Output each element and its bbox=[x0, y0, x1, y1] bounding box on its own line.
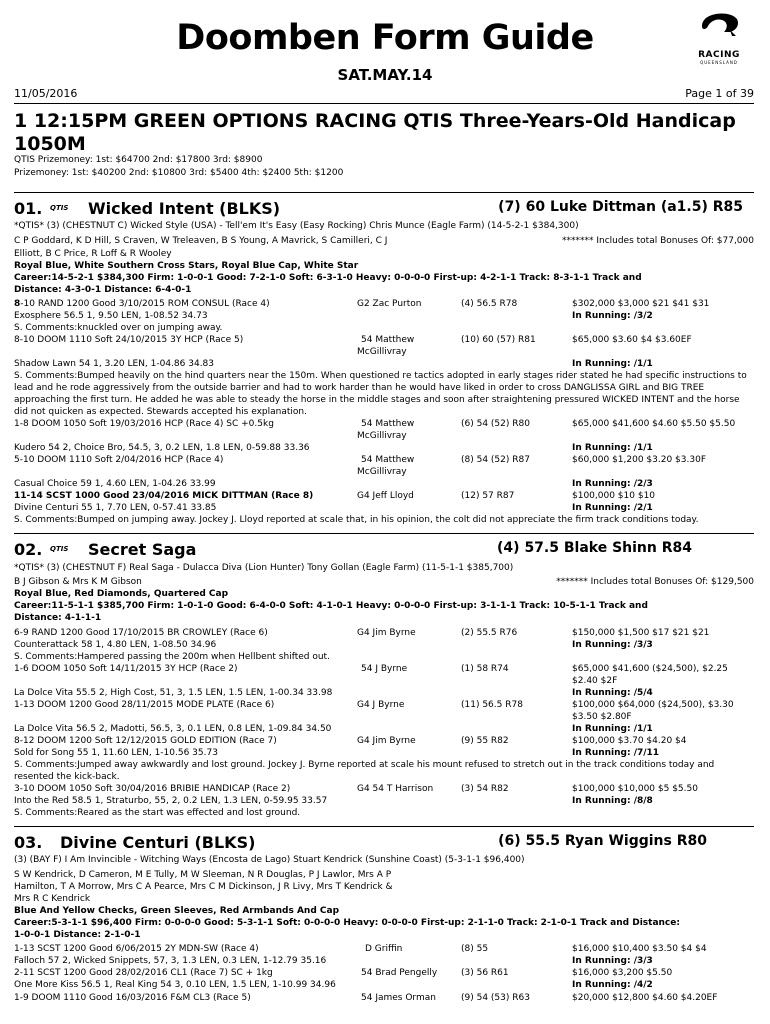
steward-comment: S. Comments:Bumped heavily on the hind quarters near the 150m. When questioned re tactics adopted in early stages rider stated he had specific instructions to lead and he rode aggressively from the outside barrier and had to work harder than he would have liked in order to cross DANGLISSA GIRL and BIG TREE approaching the first turn. He added he was able to steady the horse in the middle stages and soon after straightening pressured WICKED INTENT and the horse did not quicken as expected. Stewards accepted his explanation. bbox=[14, 371, 747, 417]
steward-comment: S. Comments:Jumped away awkwardly and lost ground. Jockey J. Byrne reported at scale his mount refused to stretch out in the track conditions today and resented the kick-back. bbox=[14, 760, 715, 782]
run-result: Divine Centuri 55 1, 7.70 LEN, 0-57.41 33.85 bbox=[14, 503, 217, 513]
qtis-badge-icon: QTIS bbox=[50, 204, 69, 212]
horse-name: Divine Centuri (BLKS) bbox=[60, 833, 256, 852]
run-line: 5-10 DOOM 1110 Soft 2/04/2016 HCP (Race 4) bbox=[14, 455, 224, 465]
run-jockey: 54 Matthew bbox=[361, 419, 415, 429]
in-running: In Running: /3/3 bbox=[572, 640, 653, 650]
run-line: 6-9 RAND 1200 Good 17/10/2015 BR CROWLEY (Race 6) bbox=[14, 628, 268, 638]
run-weight: (11) 56.5 R78 bbox=[461, 700, 523, 710]
run-result: La Dolce Vita 55.5 2, High Cost, 51, 3, 1.5 LEN, 1.5 LEN, 1-00.34 33.98 bbox=[14, 688, 333, 698]
run-money: $65,000 $41,600 $4.60 $5.50 $5.50 bbox=[572, 419, 736, 429]
bonus-text: ******* Includes total Bonuses Of: $129,500 bbox=[556, 577, 754, 587]
run-line: 3-10 DOOM 1050 Soft 30/04/2016 BRIBIE HANDICAP (Race 2) bbox=[14, 784, 291, 794]
horse-name: Secret Saga bbox=[88, 540, 197, 559]
barrier-weight-jockey: (6) 55.5 Ryan Wiggins R80 bbox=[498, 833, 707, 849]
run-jockey: 54 Matthew bbox=[361, 335, 415, 345]
prizemoney: Prizemoney: 1st: $40200 2nd: $10800 3rd: $5400 4th: $2400 5th: $1200 bbox=[14, 168, 344, 178]
run-weight: (3) 54 R82 bbox=[461, 784, 509, 794]
horse-number: 02. bbox=[14, 540, 43, 559]
run-jockey: G4 54 T Harrison bbox=[357, 784, 434, 794]
in-running: In Running: /2/3 bbox=[572, 479, 653, 489]
horse-breeding: *QTIS* (3) (CHESTNUT F) Real Saga - Dulacca Diva (Lion Hunter) Tony Gollan (Eagle Farm) (11-5-1-1 $385,700) bbox=[14, 563, 514, 573]
run-result: Exosphere 56.5 1, 9.50 LEN, 1-08.52 34.73 bbox=[14, 311, 208, 321]
run-money: $302,000 $3,000 $21 $41 $31 bbox=[572, 299, 710, 309]
page-number: Page 1 of 39 bbox=[685, 87, 754, 100]
run-line: 1-6 DOOM 1050 Soft 14/11/2015 3Y HCP (Race 2) bbox=[14, 664, 238, 674]
run-result: La Dolce Vita 56.5 2, Madotti, 56.5, 3, 0.1 LEN, 0.8 LEN, 1-09.84 34.50 bbox=[14, 724, 332, 734]
career-stats: Distance: 4-3-0-1 Distance: 6-4-0-1 bbox=[14, 285, 192, 295]
career-stats: Career:14-5-2-1 $384,300 Firm: 1-0-0-1 Good: 7-2-1-0 Soft: 6-3-1-0 Heavy: 0-0-0-0 First-up: 4-2-1-1 Track: 8-3-1-1 Track and bbox=[14, 273, 642, 283]
career-stats: Career:5-3-1-1 $96,400 Firm: 0-0-0-0 Good: 5-3-1-1 Soft: 0-0-0-0 Heavy: 0-0-0-0 First-up: 2-1-1-0 Track: 2-1-0-1 Track and Distance: bbox=[14, 918, 680, 928]
run-jockey: McGillivray bbox=[357, 347, 407, 357]
run-money: $16,000 $10,400 $3.50 $4 $4 bbox=[572, 944, 707, 954]
run-jockey: 54 Matthew bbox=[361, 455, 415, 465]
run-line bbox=[14, 299, 270, 309]
run-jockey: G4 Jim Byrne bbox=[357, 736, 416, 746]
run-money: $150,000 $1,500 $17 $21 $21 bbox=[572, 628, 710, 638]
run-line: 1-8 DOOM 1050 Soft 19/03/2016 HCP (Race 4) SC +0.5kg bbox=[14, 419, 274, 429]
run-result: Into the Red 58.5 1, Straturbo, 55, 2, 0.2 LEN, 1.3 LEN, 0-59.95 33.57 bbox=[14, 796, 328, 806]
run-detail: -10 RAND 1200 Good 3/10/2015 ROM CONSUL (Race 4) bbox=[20, 299, 270, 309]
run-weight: (8) 55 bbox=[461, 944, 489, 954]
run-weight: (3) 56 R61 bbox=[461, 968, 509, 978]
horse-breeding: (3) (BAY F) I Am Invincible - Witching Ways (Encosta de Lago) Stuart Kendrick (Sunshine Coast) (5-3-1-1 $96,400) bbox=[14, 855, 525, 865]
owners-line: Elliott, B C Price, R Loff & R Wooley bbox=[14, 249, 172, 259]
barrier-weight-jockey: (4) 57.5 Blake Shinn R84 bbox=[497, 540, 692, 556]
qtis-prizemoney: QTIS Prizemoney: 1st: $64700 2nd: $17800 3rd: $8900 bbox=[14, 155, 263, 165]
steward-comment: S. Comments:knuckled over on jumping away. bbox=[14, 323, 223, 333]
print-date: 11/05/2016 bbox=[14, 87, 78, 100]
run-line: 1-13 SCST 1200 Good 6/06/2015 2Y MDN-SW (Race 4) bbox=[14, 944, 259, 954]
run-money: $65,000 $41,600 ($24,500), $2.25 bbox=[572, 664, 728, 674]
horse-number: 03. bbox=[14, 833, 43, 852]
run-weight: (6) 54 (52) R80 bbox=[461, 419, 530, 429]
run-jockey: G4 Jim Byrne bbox=[357, 628, 416, 638]
racing-colours: Royal Blue, Red Diamonds, Quartered Cap bbox=[14, 589, 229, 599]
run-money: $100,000 $64,000 ($24,500), $3.30 bbox=[572, 700, 734, 710]
racing-colours: Blue And Yellow Checks, Green Sleeves, Red Armbands And Cap bbox=[14, 906, 340, 916]
owners-line: Hamilton, T A Morrow, Mrs C A Pearce, Mrs C M Dickinson, J R Livy, Mrs T Kendrick & bbox=[14, 882, 393, 892]
run-jockey: 54 J Byrne bbox=[361, 664, 408, 674]
in-running: In Running: /7/11 bbox=[572, 748, 660, 758]
horse-breeding: *QTIS* (3) (CHESTNUT C) Wicked Style (USA) - Tell'em It's Easy (Easy Rocking) Chris Munce (Eagle Farm) (14-5-2-1 $384,300) bbox=[14, 221, 579, 231]
run-money: $2.40 $2F bbox=[572, 676, 618, 686]
owners-line: C P Goddard, K D Hill, S Craven, W Treleaven, B S Young, A Mavrick, S Camilleri, C J bbox=[14, 236, 388, 246]
run-money: $3.50 $2.80F bbox=[572, 712, 632, 722]
run-jockey: G4 Jeff Lloyd bbox=[357, 491, 414, 501]
in-running: In Running: /1/1 bbox=[572, 443, 653, 453]
run-weight: (1) 58 R74 bbox=[461, 664, 509, 674]
run-weight: (9) 55 R82 bbox=[461, 736, 509, 746]
logo-text: RACING bbox=[698, 50, 740, 60]
in-running: In Running: /2/1 bbox=[572, 503, 653, 513]
owners-line: B J Gibson & Mrs K M Gibson bbox=[14, 577, 142, 587]
horse-divider bbox=[14, 192, 754, 193]
run-money: $16,000 $3,200 $5.50 bbox=[572, 968, 673, 978]
horse-number: 01. bbox=[14, 199, 43, 218]
run-result: One More Kiss 56.5 1, Real King 54 3, 0.10 LEN, 1.5 LEN, 1-10.99 34.96 bbox=[14, 980, 336, 990]
run-money: $20,000 $12,800 $4.60 $4.20EF bbox=[572, 993, 718, 1003]
run-weight: (9) 54 (53) R63 bbox=[461, 993, 530, 1003]
run-money: $100,000 $3.70 $4.20 $4 bbox=[572, 736, 687, 746]
run-jockey: McGillivray bbox=[357, 431, 407, 441]
racing-colours: Royal Blue, White Southern Cross Stars, Royal Blue Cap, White Star bbox=[14, 261, 359, 271]
run-weight: (2) 55.5 R76 bbox=[461, 628, 518, 638]
in-running: In Running: /4/2 bbox=[572, 980, 653, 990]
run-line: 1-9 DOOM 1110 Good 16/03/2016 F&M CL3 (Race 5) bbox=[14, 993, 251, 1003]
run-position: 8 bbox=[14, 299, 21, 309]
career-stats: Career:11-5-1-1 $385,700 Firm: 1-0-1-0 Good: 6-4-0-0 Soft: 4-1-0-1 Heavy: 0-0-0-0 First-up: 3-1-1-1 Track: 10-5-1-1 Track and bbox=[14, 601, 648, 611]
run-weight: (4) 56.5 R78 bbox=[461, 299, 518, 309]
run-money: $100,000 $10,000 $5 $5.50 bbox=[572, 784, 698, 794]
run-jockey: D Griffin bbox=[365, 944, 403, 954]
steward-comment: S. Comments:Hampered passing the 200m when Hellbent shifted out. bbox=[14, 652, 330, 662]
in-running: In Running: /1/1 bbox=[572, 359, 653, 369]
owners-line: S W Kendrick, D Cameron, M E Tully, M W Sleeman, N R Douglas, P J Lawlor, Mrs A P bbox=[14, 870, 392, 880]
qtis-badge-icon: QTIS bbox=[50, 545, 69, 553]
horse-logo-icon bbox=[684, 12, 754, 46]
horse-divider bbox=[14, 533, 754, 534]
run-result: Shadow Lawn 54 1, 3.20 LEN, 1-04.86 34.83 bbox=[14, 359, 215, 369]
bonus-text: ******* Includes total Bonuses Of: $77,000 bbox=[561, 236, 754, 246]
career-stats: Distance: 4-1-1-1 bbox=[14, 613, 102, 623]
run-line: 11-14 SCST 1000 Good 23/04/2016 MICK DITTMAN (Race 8) bbox=[14, 491, 314, 501]
in-running: In Running: /1/1 bbox=[572, 724, 653, 734]
run-result: Counterattack 58 1, 4.80 LEN, 1-08.50 34.96 bbox=[14, 640, 217, 650]
steward-comment: S. Comments:Reared as the start was effected and lost ground. bbox=[14, 808, 301, 818]
race-title-line1: 1 12:15PM GREEN OPTIONS RACING QTIS Three-Years-Old Handicap bbox=[14, 110, 736, 132]
run-money: $100,000 $10 $10 bbox=[572, 491, 656, 501]
in-running: In Running: /3/3 bbox=[572, 956, 653, 966]
run-jockey: G4 J Byrne bbox=[357, 700, 405, 710]
run-result: Casual Choice 59 1, 4.60 LEN, 1-04.26 33.99 bbox=[14, 479, 216, 489]
logo-subtext: QUEENSLAND bbox=[700, 60, 738, 65]
owners-line: Mrs R C Kendrick bbox=[14, 894, 91, 904]
barrier-weight-jockey: (7) 60 Luke Dittman (a1.5) R85 bbox=[498, 199, 743, 215]
header-divider bbox=[14, 103, 754, 104]
run-weight: (10) 60 (57) R81 bbox=[461, 335, 536, 345]
in-running: In Running: /5/4 bbox=[572, 688, 653, 698]
run-jockey: 54 Brad Pengelly bbox=[361, 968, 438, 978]
run-jockey: 54 James Orman bbox=[361, 993, 436, 1003]
steward-comment: S. Comments:Bumped on jumping away. Jockey J. Lloyd reported at scale that, in his opinion, the colt did not appreciate the firm track conditions today. bbox=[14, 515, 699, 525]
run-result: Falloch 57 2, Wicked Snippets, 57, 3, 1.3 LEN, 0.3 LEN, 1-12.79 35.16 bbox=[14, 956, 327, 966]
horse-name: Wicked Intent (BLKS) bbox=[88, 199, 281, 218]
in-running: In Running: /3/2 bbox=[572, 311, 653, 321]
run-weight: (12) 57 R87 bbox=[461, 491, 515, 501]
run-money: $60,000 $1,200 $3.20 $3.30F bbox=[572, 455, 706, 465]
run-jockey: G2 Zac Purton bbox=[357, 299, 422, 309]
run-money: $65,000 $3.60 $4 $3.60EF bbox=[572, 335, 692, 345]
run-line: 8-10 DOOM 1110 Soft 24/10/2015 3Y HCP (Race 5) bbox=[14, 335, 244, 345]
run-line: 8-12 DOOM 1200 Soft 12/12/2015 GOLD EDITION (Race 7) bbox=[14, 736, 277, 746]
page-title: Doomben Form Guide bbox=[176, 18, 594, 58]
run-line: 1-13 DOOM 1200 Good 28/11/2015 MODE PLATE (Race 6) bbox=[14, 700, 275, 710]
run-result: Sold for Song 55 1, 11.60 LEN, 1-10.56 35.73 bbox=[14, 748, 218, 758]
run-jockey: McGillivray bbox=[357, 467, 407, 477]
race-title bbox=[14, 110, 759, 156]
racing-queensland-logo bbox=[684, 12, 754, 65]
run-weight: (8) 54 (52) R87 bbox=[461, 455, 530, 465]
date-banner: SAT.MAY.14 bbox=[337, 66, 433, 84]
in-running: In Running: /8/8 bbox=[572, 796, 653, 806]
horse-divider bbox=[14, 826, 754, 827]
run-result: Kudero 54 2, Choice Bro, 54.5, 3, 0.2 LEN, 1.8 LEN, 0-59.88 33.36 bbox=[14, 443, 310, 453]
run-line: 2-11 SCST 1200 Good 28/02/2016 CL1 (Race 7) SC + 1kg bbox=[14, 968, 273, 978]
career-stats: 1-0-0-1 Distance: 2-1-0-1 bbox=[14, 930, 141, 940]
race-title-line2: 1050M bbox=[14, 133, 86, 155]
